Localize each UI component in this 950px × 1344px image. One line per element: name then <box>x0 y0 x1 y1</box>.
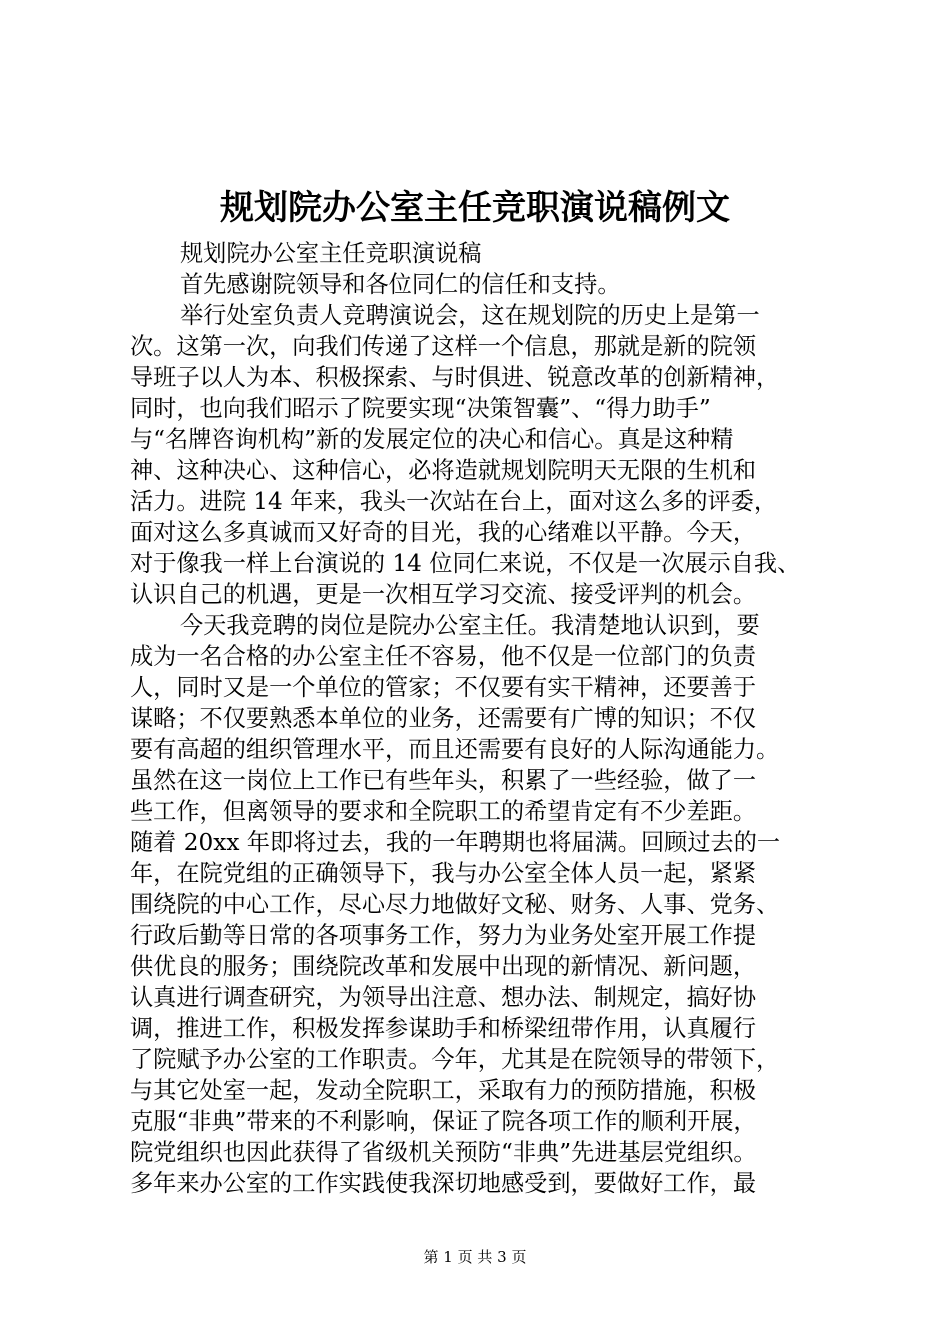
document-body <box>130 238 830 1199</box>
body-line: 要有高超的组织管理水平，而且还需要有良好的人际沟通能力。 <box>130 736 780 763</box>
body-line: 了院赋予办公室的工作职责。今年，尤其是在院领导的带领下， <box>130 1046 780 1073</box>
body-line: 今天我竞聘的岗位是院办公室主任。我清楚地认识到，要 <box>180 612 760 639</box>
body-line: 认真进行调查研究，为领导出注意、想办法、制规定，搞好协 <box>130 984 757 1011</box>
body-line: 活力。进院 14 年来，我头一次站在台上，面对这么多的评委， <box>130 488 778 515</box>
body-line: 供优良的服务；围绕院改革和发展中出现的新情况、新问题， <box>130 953 757 980</box>
body-line: 导班子以人为本、积极探索、与时俱进、锐意改革的创新精神， <box>130 364 780 391</box>
body-line: 与“名牌咨询机构”新的发展定位的决心和信心。真是这种精 <box>130 426 734 453</box>
body-line: 调，推进工作，积极发挥参谋助手和桥梁纽带作用，认真履行 <box>130 1015 757 1042</box>
body-line: 首先感谢院领导和各位同仁的信任和支持。 <box>180 271 621 298</box>
body-line: 人，同时又是一个单位的管家；不仅要有实干精神，还要善于 <box>130 674 757 701</box>
body-line: 虽然在这一岗位上工作已有些年头，积累了一些经验，做了一 <box>130 767 757 794</box>
body-line: 面对这么多真诚而又好奇的目光，我的心绪难以平静。今天， <box>130 519 757 546</box>
body-line: 举行处室负责人竞聘演说会，这在规划院的历史上是第一 <box>180 302 760 329</box>
document-title: 规划院办公室主任竞职演说稿例文 <box>220 188 730 228</box>
body-line: 对于像我一样上台演说的 14 位同仁来说，不仅是一次展示自我、 <box>130 550 801 577</box>
body-line: 神、这种决心、这种信心，必将造就规划院明天无限的生机和 <box>130 457 757 484</box>
body-line: 随着 20xx 年即将过去，我的一年聘期也将届满。回顾过去的一 <box>130 829 781 856</box>
body-line: 行政后勤等日常的各项事务工作，努力为业务处室开展工作提 <box>130 922 757 949</box>
body-line: 成为一名合格的办公室主任不容易，他不仅是一位部门的负责 <box>130 643 757 670</box>
page-footer: 第 1 页 共 3 页 <box>423 1248 527 1266</box>
body-line: 院党组织也因此获得了省级机关预防“非典”先进基层党组织。 <box>130 1139 757 1166</box>
body-line: 谋略；不仅要熟悉本单位的业务，还需要有广博的知识；不仅 <box>130 705 757 732</box>
body-line: 年，在院党组的正确领导下，我与办公室全体人员一起，紧紧 <box>130 860 757 887</box>
body-line: 同时，也向我们昭示了院要实现“决策智囊”、“得力助手” <box>130 395 711 422</box>
body-line: 与其它处室一起，发动全院职工，采取有力的预防措施，积极 <box>130 1077 757 1104</box>
body-line: 围绕院的中心工作，尽心尽力地做好文秘、财务、人事、党务、 <box>130 891 780 918</box>
body-line: 克服“非典”带来的不利影响，保证了院各项工作的顺利开展， <box>130 1108 757 1135</box>
body-line: 规划院办公室主任竞职演说稿 <box>180 240 482 267</box>
body-line: 多年来办公室的工作实践使我深切地感受到，要做好工作，最 <box>130 1170 757 1197</box>
body-line: 些工作，但离领导的要求和全院职工的希望肯定有不少差距。 <box>130 798 757 825</box>
body-line: 次。这第一次，向我们传递了这样一个信息，那就是新的院领 <box>130 333 757 360</box>
body-line: 认识自己的机遇，更是一次相互学习交流、接受评判的机会。 <box>130 581 757 608</box>
